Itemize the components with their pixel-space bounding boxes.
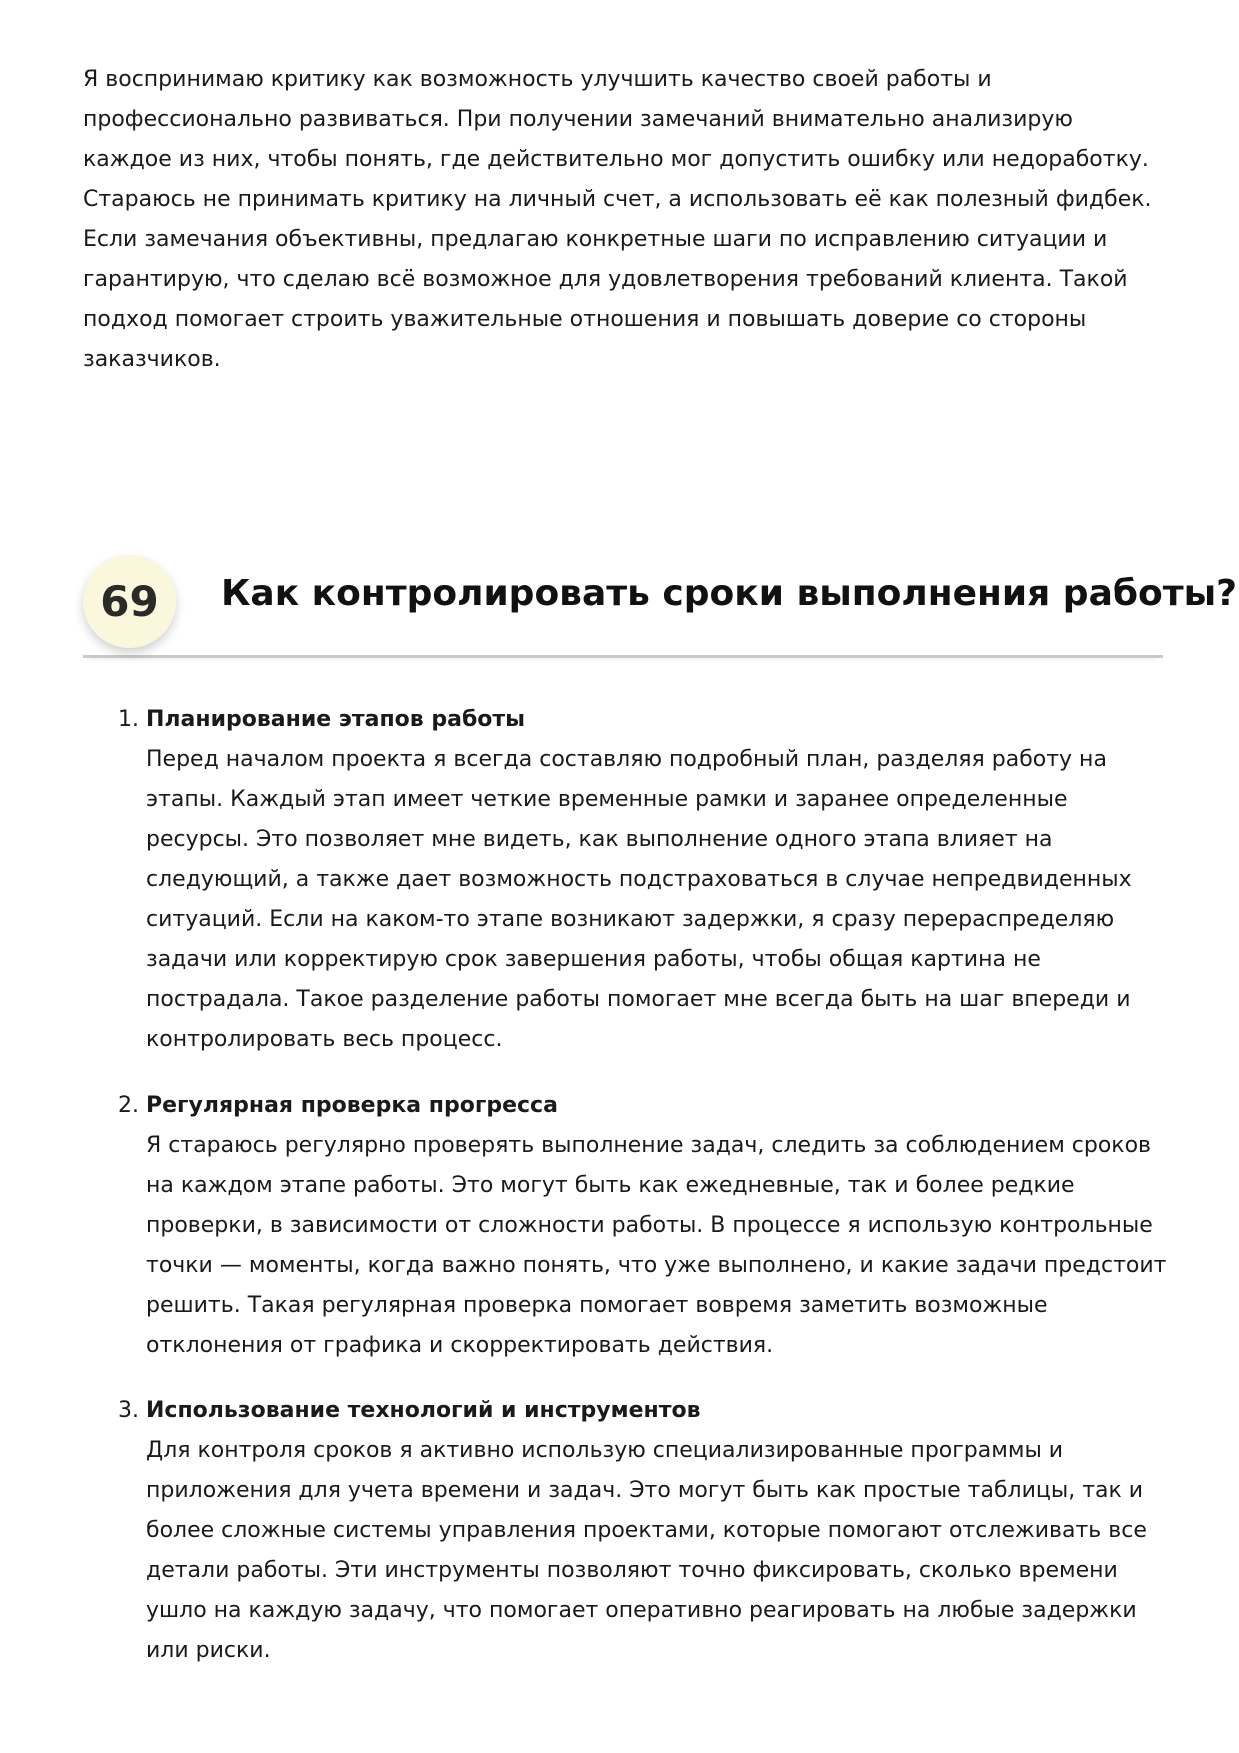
intro-paragraph: Я воспринимаю критику как возможность улучшить качество своей работы и профессионально развиваться. При получении замечаний внимательно анализирую каждое из них, чтобы понять, где действительно мог допустить ошибку или недоработку. Стараюсь не принимать критику на личный счет, а использовать её как полезный фидбек. Если замечания объективны, предлагаю конкретные шаги по исправлению ситуации и гарантирую, что сделаю всё возможное для удовлетворения требований клиента. Такой подход помогает строить уважительные отношения и повышать доверие со стороны заказчиков.: [83, 67, 1152, 372]
section-number-badge: 69: [83, 555, 176, 648]
list-item-title: Планирование этапов работы: [146, 707, 526, 732]
list-item-number: 1.: [118, 707, 139, 732]
section-header: [83, 555, 1238, 658]
section-title: Как контролировать сроки выполнения работы?: [221, 573, 1238, 614]
list-item-title: Регулярная проверка прогресса: [146, 1093, 558, 1118]
list-item-number: 2.: [118, 1093, 139, 1118]
list-item-number: 3.: [118, 1398, 139, 1423]
list-item-body: Я стараюсь регулярно проверять выполнение задач, следить за соблюдением сроков на каждом этапе работы. Это могут быть как ежедневные, так и более редкие проверки, в зависимости от сложности работы. В процессе я использую контрольные точки — моменты, когда важно понять, что уже выполнено, и какие задачи предстоит решить. Такая регулярная проверка помогает вовремя заметить возможные отклонения от графика и скорректировать действия.: [146, 1133, 1167, 1358]
list-item-body: Для контроля сроков я активно использую специализированные программы и приложения для учета времени и задач. Это могут быть как простые таблицы, так и более сложные системы управления проектами, которые помогают отслеживать все детали работы. Эти инструменты позволяют точно фиксировать, сколько времени ушло на каждую задачу, что помогает оперативно реагировать на любые задержки или риски.: [146, 1438, 1147, 1663]
list-item-body: Перед началом проекта я всегда составляю подробный план, разделяя работу на этапы. Каждый этап имеет четкие временные рамки и заранее определенные ресурсы. Это позволяет мне видеть, как выполнение одного этапа влияет на следующий, а также дает возможность подстраховаться в случае непредвиденных ситуаций. Если на каком-то этапе возникают задержки, я сразу перераспределяю задачи или корректирую срок завершения работы, чтобы общая картина не пострадала. Такое разделение работы помогает мне всегда быть на шаг впереди и контролировать весь процесс.: [146, 747, 1132, 1052]
list-item-title: Использование технологий и инструментов: [146, 1398, 701, 1423]
